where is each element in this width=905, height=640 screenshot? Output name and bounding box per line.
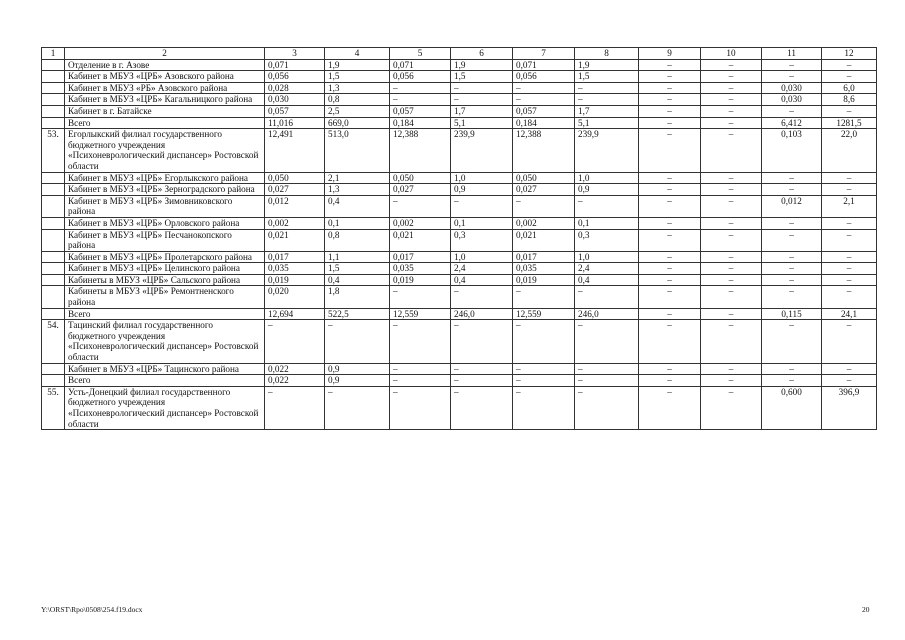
value-cell: 0,9 [325, 375, 390, 387]
value-cell: 1,9 [575, 59, 639, 71]
value-cell: – [575, 195, 639, 217]
table-row [42, 71, 877, 83]
value-cell: 0,002 [513, 217, 575, 229]
value-cell: 0,071 [265, 59, 325, 71]
name-cell: Всего [65, 375, 265, 387]
value-cell: – [639, 274, 701, 286]
value-cell: – [822, 251, 877, 263]
value-cell: 0,4 [451, 274, 513, 286]
value-cell: 1281,5 [822, 117, 877, 129]
row-number-cell [42, 94, 65, 106]
value-cell: 0,017 [390, 251, 451, 263]
value-cell: – [822, 286, 877, 308]
value-cell: – [701, 263, 762, 275]
row-number-cell [42, 195, 65, 217]
value-cell: – [639, 117, 701, 129]
value-cell: 246,0 [451, 308, 513, 320]
value-cell: 396,9 [822, 386, 877, 429]
value-cell: 0,056 [513, 71, 575, 83]
value-cell: – [513, 195, 575, 217]
value-cell: – [390, 286, 451, 308]
value-cell: 239,9 [575, 129, 639, 172]
name-cell: Кабинет в МБУЗ «ЦРБ» Песчанокопского района [65, 229, 265, 251]
value-cell: 0,4 [325, 274, 390, 286]
value-cell: – [762, 217, 822, 229]
value-cell: – [639, 184, 701, 196]
value-cell: – [639, 82, 701, 94]
value-cell: – [513, 94, 575, 106]
value-cell: 11,016 [265, 117, 325, 129]
value-cell: – [701, 117, 762, 129]
value-cell: – [762, 320, 822, 363]
value-cell: 5,1 [575, 117, 639, 129]
value-cell: 0,115 [762, 308, 822, 320]
value-cell: 10 [701, 48, 762, 60]
value-cell: – [639, 71, 701, 83]
value-cell: – [822, 229, 877, 251]
value-cell: 0,050 [265, 172, 325, 184]
value-cell: 1,5 [325, 263, 390, 275]
value-cell: – [575, 82, 639, 94]
value-cell: – [639, 229, 701, 251]
row-number-cell [42, 217, 65, 229]
value-cell: – [762, 59, 822, 71]
value-cell: 0,9 [451, 184, 513, 196]
value-cell: – [639, 251, 701, 263]
table-row [42, 286, 877, 308]
value-cell: – [701, 172, 762, 184]
table-row [42, 217, 877, 229]
row-number-cell [42, 71, 65, 83]
value-cell: 0,071 [513, 59, 575, 71]
name-cell: Отделение в г. Азове [65, 59, 265, 71]
value-cell: 0,600 [762, 386, 822, 429]
value-cell: – [762, 274, 822, 286]
value-cell: 0,057 [265, 105, 325, 117]
value-cell: 1,5 [575, 71, 639, 83]
table-row [42, 184, 877, 196]
value-cell: 513,0 [325, 129, 390, 172]
value-cell: – [762, 363, 822, 375]
row-number-cell [42, 251, 65, 263]
value-cell: 11 [762, 48, 822, 60]
value-cell: 2,5 [325, 105, 390, 117]
value-cell: – [762, 172, 822, 184]
row-number-cell [42, 308, 65, 320]
name-cell: Усть-Донецкий филиал государственного бюджетного учреждения «Психоневрологический диспансер» Ростовской области [65, 386, 265, 429]
value-cell: 0,035 [513, 263, 575, 275]
value-cell: – [701, 363, 762, 375]
value-cell: 2,4 [451, 263, 513, 275]
name-cell: Кабинет в МБУЗ «ЦРБ» Пролетарского района [65, 251, 265, 263]
value-cell: 9 [639, 48, 701, 60]
table-row [42, 386, 877, 429]
value-cell: 22,0 [822, 129, 877, 172]
value-cell: – [451, 375, 513, 387]
value-cell: – [639, 375, 701, 387]
value-cell: 0,056 [390, 71, 451, 83]
value-cell: – [639, 94, 701, 106]
value-cell: – [451, 286, 513, 308]
row-number-cell: 53. [42, 129, 65, 172]
row-number-cell [42, 59, 65, 71]
table-row [42, 105, 877, 117]
value-cell: – [639, 386, 701, 429]
value-cell: – [701, 71, 762, 83]
value-cell: 2,1 [325, 172, 390, 184]
row-number-cell [42, 375, 65, 387]
value-cell: 0,8 [325, 94, 390, 106]
value-cell: 0,027 [390, 184, 451, 196]
value-cell: 0,050 [513, 172, 575, 184]
value-cell: 1,5 [451, 71, 513, 83]
value-cell: 0,020 [265, 286, 325, 308]
value-cell: 0,030 [762, 94, 822, 106]
value-cell: 0,030 [265, 94, 325, 106]
row-number-cell [42, 184, 65, 196]
row-number-cell: 54. [42, 320, 65, 363]
value-cell: – [639, 217, 701, 229]
value-cell: – [822, 375, 877, 387]
value-cell: 2,1 [822, 195, 877, 217]
value-cell: – [639, 195, 701, 217]
value-cell: – [822, 363, 877, 375]
value-cell: – [822, 105, 877, 117]
table-row [42, 229, 877, 251]
value-cell: 12 [822, 48, 877, 60]
value-cell: 12,388 [513, 129, 575, 172]
value-cell: 1,9 [451, 59, 513, 71]
value-cell: – [639, 308, 701, 320]
value-cell: – [701, 274, 762, 286]
value-cell: 0,012 [265, 195, 325, 217]
value-cell: 246,0 [575, 308, 639, 320]
value-cell: – [822, 184, 877, 196]
value-cell: 5 [390, 48, 451, 60]
table-row [42, 117, 877, 129]
value-cell: – [390, 82, 451, 94]
value-cell: 0,021 [265, 229, 325, 251]
value-cell: – [513, 386, 575, 429]
value-cell: 6,412 [762, 117, 822, 129]
name-cell: Кабинет в МБУЗ «ЦРБ» Зерноградского района [65, 184, 265, 196]
value-cell: 669,0 [325, 117, 390, 129]
value-cell: 1,5 [325, 71, 390, 83]
table-row [42, 195, 877, 217]
value-cell: 1,3 [325, 82, 390, 94]
name-cell: 2 [65, 48, 265, 60]
value-cell: 0,1 [325, 217, 390, 229]
value-cell: 0,035 [390, 263, 451, 275]
value-cell: – [513, 363, 575, 375]
value-cell: – [762, 286, 822, 308]
row-number-cell [42, 229, 65, 251]
row-number-cell [42, 172, 65, 184]
value-cell: – [701, 94, 762, 106]
value-cell: 12,694 [265, 308, 325, 320]
value-cell: 0,184 [513, 117, 575, 129]
value-cell: – [390, 386, 451, 429]
value-cell: – [762, 105, 822, 117]
value-cell: 522,5 [325, 308, 390, 320]
name-cell: Кабинет в МБУЗ «ЦРБ» Тацинского района [65, 363, 265, 375]
name-cell: Кабинет в МБУЗ «ЦРБ» Кагальницкого района [65, 94, 265, 106]
value-cell: – [762, 229, 822, 251]
value-cell: 0,019 [513, 274, 575, 286]
value-cell: 0,019 [390, 274, 451, 286]
value-cell: – [575, 94, 639, 106]
name-cell: Всего [65, 117, 265, 129]
value-cell: 0,022 [265, 363, 325, 375]
data-table [41, 47, 877, 430]
value-cell: – [822, 217, 877, 229]
value-cell: – [701, 217, 762, 229]
value-cell: – [575, 386, 639, 429]
value-cell: – [513, 82, 575, 94]
value-cell: – [639, 263, 701, 275]
value-cell: – [822, 59, 877, 71]
value-cell: 0,057 [513, 105, 575, 117]
value-cell: – [639, 59, 701, 71]
value-cell: 2,4 [575, 263, 639, 275]
name-cell: Кабинет в г. Батайске [65, 105, 265, 117]
value-cell: 24,1 [822, 308, 877, 320]
value-cell: 1,3 [325, 184, 390, 196]
value-cell: 12,491 [265, 129, 325, 172]
name-cell: Кабинет в МБУЗ «ЦРБ» Орловского района [65, 217, 265, 229]
value-cell: – [822, 274, 877, 286]
value-cell: 0,9 [575, 184, 639, 196]
table-row [42, 308, 877, 320]
value-cell: 0,1 [575, 217, 639, 229]
table-row [42, 274, 877, 286]
value-cell: – [701, 59, 762, 71]
value-cell: – [451, 386, 513, 429]
name-cell: Кабинет в МБУЗ «ЦРБ» Зимовниковского района [65, 195, 265, 217]
value-cell: – [701, 320, 762, 363]
row-number-cell [42, 263, 65, 275]
row-number-cell [42, 363, 65, 375]
value-cell: – [390, 363, 451, 375]
value-cell: 0,071 [390, 59, 451, 71]
value-cell: – [639, 363, 701, 375]
value-cell: – [762, 71, 822, 83]
value-cell: – [762, 263, 822, 275]
table-row [42, 129, 877, 172]
value-cell: – [701, 286, 762, 308]
value-cell: 0,002 [265, 217, 325, 229]
row-number-cell [42, 82, 65, 94]
value-cell: 1,0 [451, 172, 513, 184]
value-cell: 12,559 [513, 308, 575, 320]
value-cell: 0,4 [325, 195, 390, 217]
footer-file-path: Y:\ORST\Rpo\0508\254.f19.docx [41, 605, 143, 614]
value-cell: – [701, 375, 762, 387]
value-cell: – [822, 172, 877, 184]
value-cell: 6 [451, 48, 513, 60]
value-cell: 12,388 [390, 129, 451, 172]
value-cell: 4 [325, 48, 390, 60]
value-cell: 0,103 [762, 129, 822, 172]
value-cell: 0,017 [265, 251, 325, 263]
value-cell: – [639, 105, 701, 117]
header-row [42, 48, 877, 60]
name-cell: Кабинет в МБУЗ «ЦРБ» Егорлыкского района [65, 172, 265, 184]
value-cell: 0,3 [575, 229, 639, 251]
name-cell: Кабинет в МБУЗ «ЦРБ» Целинского района [65, 263, 265, 275]
name-cell: Кабинет в МБУЗ «РБ» Азовского района [65, 82, 265, 94]
value-cell: 1,7 [451, 105, 513, 117]
value-cell: – [762, 184, 822, 196]
value-cell: – [451, 94, 513, 106]
value-cell: 0,019 [265, 274, 325, 286]
name-cell: Кабинет в МБУЗ «ЦРБ» Азовского района [65, 71, 265, 83]
value-cell: 0,184 [390, 117, 451, 129]
value-cell: 0,035 [265, 263, 325, 275]
name-cell: Кабинеты в МБУЗ «ЦРБ» Сальского района [65, 274, 265, 286]
value-cell: – [701, 129, 762, 172]
table-row [42, 59, 877, 71]
row-number-cell: 55. [42, 386, 65, 429]
page-number: 20 [862, 605, 870, 614]
table-row [42, 263, 877, 275]
value-cell: – [325, 386, 390, 429]
value-cell: – [639, 129, 701, 172]
value-cell: – [513, 320, 575, 363]
value-cell: – [762, 375, 822, 387]
value-cell: – [822, 263, 877, 275]
table-row [42, 375, 877, 387]
value-cell: – [701, 195, 762, 217]
value-cell: 0,8 [325, 229, 390, 251]
value-cell: – [390, 94, 451, 106]
value-cell: – [325, 320, 390, 363]
value-cell: – [575, 363, 639, 375]
value-cell: – [575, 375, 639, 387]
name-cell: Всего [65, 308, 265, 320]
value-cell: 0,3 [451, 229, 513, 251]
value-cell: 1,8 [325, 286, 390, 308]
value-cell: – [762, 251, 822, 263]
value-cell: 7 [513, 48, 575, 60]
value-cell: – [513, 286, 575, 308]
value-cell: – [639, 286, 701, 308]
value-cell: – [701, 105, 762, 117]
table-row [42, 363, 877, 375]
value-cell: – [701, 184, 762, 196]
value-cell: 0,027 [513, 184, 575, 196]
value-cell: 8 [575, 48, 639, 60]
value-cell: 0,022 [265, 375, 325, 387]
value-cell: – [390, 320, 451, 363]
name-cell: Кабинеты в МБУЗ «ЦРБ» Ремонтненского района [65, 286, 265, 308]
value-cell: – [822, 320, 877, 363]
value-cell: – [390, 195, 451, 217]
row-number-cell [42, 286, 65, 308]
value-cell: 6,0 [822, 82, 877, 94]
value-cell: 12,559 [390, 308, 451, 320]
table-row [42, 172, 877, 184]
row-number-cell [42, 105, 65, 117]
table-row [42, 320, 877, 363]
value-cell: 0,002 [390, 217, 451, 229]
value-cell: – [451, 195, 513, 217]
value-cell: 0,057 [390, 105, 451, 117]
value-cell: – [575, 286, 639, 308]
value-cell: 0,056 [265, 71, 325, 83]
value-cell: 0,021 [390, 229, 451, 251]
value-cell: 0,012 [762, 195, 822, 217]
value-cell: – [451, 363, 513, 375]
value-cell: 1,0 [451, 251, 513, 263]
value-cell: 0,9 [325, 363, 390, 375]
value-cell: 1,9 [325, 59, 390, 71]
table-row [42, 94, 877, 106]
value-cell: 0,021 [513, 229, 575, 251]
value-cell: – [390, 375, 451, 387]
value-cell: 0,027 [265, 184, 325, 196]
value-cell: – [451, 320, 513, 363]
value-cell: 8,6 [822, 94, 877, 106]
value-cell: 0,4 [575, 274, 639, 286]
value-cell: 1,0 [575, 172, 639, 184]
value-cell: – [701, 82, 762, 94]
table-row [42, 251, 877, 263]
value-cell: – [701, 251, 762, 263]
value-cell: 1,0 [575, 251, 639, 263]
value-cell: 0,030 [762, 82, 822, 94]
value-cell: 239,9 [451, 129, 513, 172]
value-cell: – [701, 386, 762, 429]
name-cell: Егорлыкский филиал государственного бюджетного учреждения «Психоневрологический диспансер» Ростовской области [65, 129, 265, 172]
row-number-cell [42, 274, 65, 286]
value-cell: 3 [265, 48, 325, 60]
value-cell: 0,017 [513, 251, 575, 263]
value-cell: 0,028 [265, 82, 325, 94]
value-cell: – [639, 320, 701, 363]
value-cell: – [639, 172, 701, 184]
value-cell: 1,7 [575, 105, 639, 117]
value-cell: 0,1 [451, 217, 513, 229]
value-cell: – [513, 375, 575, 387]
value-cell: 0,050 [390, 172, 451, 184]
name-cell: Тацинский филиал государственного бюджетного учреждения «Психоневрологический диспансер» Ростовской области [65, 320, 265, 363]
value-cell: – [265, 386, 325, 429]
row-number-cell: 1 [42, 48, 65, 60]
value-cell: – [451, 82, 513, 94]
table-row [42, 82, 877, 94]
value-cell: 1,1 [325, 251, 390, 263]
value-cell: 5,1 [451, 117, 513, 129]
row-number-cell [42, 117, 65, 129]
value-cell: – [701, 229, 762, 251]
value-cell: – [701, 308, 762, 320]
value-cell: – [575, 320, 639, 363]
value-cell: – [265, 320, 325, 363]
value-cell: – [822, 71, 877, 83]
